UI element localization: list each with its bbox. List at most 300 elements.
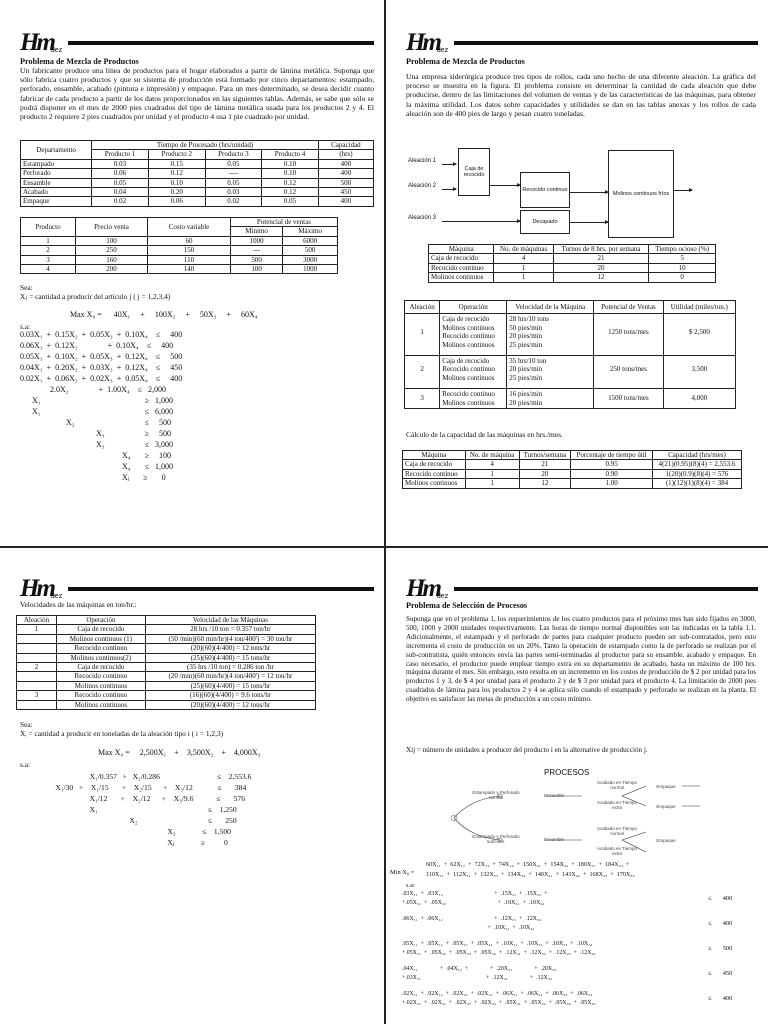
table-cell: 500 — [318, 178, 373, 187]
table-cell: 4 — [494, 254, 553, 263]
variable-definition: Xᵢ = cantidad a producir en toneladas de la aleación tipo i ( i = 1,2,3) — [20, 729, 224, 738]
constraint-line: X₃ ≤ 1,500 — [44, 827, 231, 836]
potential-cell: 250 tons/mes — [594, 356, 663, 389]
table-header: Aleación — [405, 301, 440, 314]
constraint-line: X₁ ≤ 1,250 — [44, 805, 237, 814]
tree-node: Ensamble — [543, 837, 564, 842]
table-cell: 21 — [519, 460, 571, 469]
intro-paragraph: Un fabricante produce una línea de productos para el hogar elaborados a partir de lámina metálica. Suponga que sólo fabrica cuatro productos y que su sistema de producción está formado por cinco departamentos: estampado, perforado, ensamble, acabado (pintura e impresión) y empaque. Para un mes determinado, se desea decidir cuanto fabricar de cada producto a partir de los datos proporcionados en las siguientes tablas. Además, se sabe que sólo se podrá disponer en el mes de 2000 pies cuadrados del tipo de lámina metálica usada para los productos 2 y 4. El producto 2 requiere 2 pies cuadrados por unidad y el producto 4 usa 1 pie cuadrado por unidad. — [20, 66, 374, 122]
constraint-line: .03X₁₁ + .03X₁₂ + .15X₂₁ + .15X₂₂ + — [402, 891, 548, 897]
header-rule — [454, 587, 758, 591]
table-cell: 6000 — [283, 236, 338, 245]
table-row — [17, 625, 316, 634]
table-cell: 10 — [649, 263, 716, 272]
table-cell: 0.12 — [148, 169, 205, 178]
table-cell: 0.05 — [92, 178, 149, 187]
table-cell: (35 hrs /10 ton) = 0.286 ton /hr — [145, 663, 315, 672]
table-cell: Caja de recocido — [56, 663, 145, 672]
logo — [20, 30, 62, 55]
table-header: Potencial de Ventas — [594, 301, 663, 314]
table-cell: 0.10 — [262, 169, 319, 178]
table-cell: 500 — [230, 255, 282, 264]
table-header: Porcentaje de tiempo útil — [571, 451, 653, 460]
table-cell — [17, 653, 57, 662]
speed: 20 pies/min — [509, 332, 543, 341]
table-row — [21, 236, 338, 245]
potential-cell: 1500 tons/mes — [594, 389, 663, 409]
table-row — [429, 263, 716, 272]
intro-paragraph: Suponga que en el problema 1, los requerimientos de los cuatro productos para el próximo mes han sido fijados en 3000, 500, 1000 y 2000 unidades respectivamente. Las horas de tiempo normal disponibles son las indicadas en la tabla 1.1. Adicionalmente, el estampado y el perforado de partes para cualquier producto pueden ser sub-contratados, pero esto incrementa el costo de producción en un 20%. Tanto la operación de estampado como la de perforado se realizan por el sub-contratista, quién entonces envía las partes semi-terminadas al productor para su ensamble, acabado y empaque. En caso necesario, el productor puede emplear tiempo extra en su departamento de acabado, hasta un máximo de 100 hrs. máquina durante el mes. Sin embargo, esto resulta en un incremento en los costos de producción de $ 2 por unidad para los productos 1 y 3, de $ 4 por unidad para el producto 2 y de $ 3 por unidad para el producto 4. La limitación de 2000 pies cuadrados de lámina para los productos 2 y 4 se aplica sólo cuando el estampado y perforado se realizan en la planta. El objetivo es satisfacer las metas de producción a un costo mínimo. — [406, 615, 756, 704]
min-label: Min X₀ = — [390, 869, 415, 876]
col-maximo: Máximo — [283, 227, 338, 236]
table-cell: 0.90 — [571, 469, 653, 478]
arrow — [490, 185, 520, 186]
table-cell: 3 — [17, 691, 57, 700]
table-cell: 1(20)(0.9)(8)(4) = 576 — [652, 469, 741, 478]
col-producto-4: Producto 4 — [262, 150, 319, 159]
speed: 16 pies/min — [509, 390, 543, 399]
table-cell: 3 — [21, 255, 76, 264]
constraint-line: .06X₁₁ + .06X₁₂ + .12X₂₁ + .12X₂₂ — [402, 916, 542, 922]
constraint-line: X₁/12 + X₂/12 + X₃/9.6 ≤ 576 — [44, 794, 246, 803]
table-cell: 20 — [553, 263, 648, 272]
operation: Recocido continuo — [442, 332, 495, 341]
utility-cell: 4,000 — [663, 389, 735, 409]
table-cell: Molinos continuos — [429, 273, 494, 282]
label-aleacion-3: Aleación 3 — [408, 215, 437, 221]
tree-node: Estampado y Perforado normal — [472, 790, 520, 800]
table-cell: 1 — [465, 479, 519, 488]
arrow — [442, 164, 456, 165]
table-cell: Empaque — [21, 197, 92, 206]
table-cell: 400 — [318, 169, 373, 178]
col-producto-3: Producto 3 — [205, 150, 262, 159]
speed-cell — [507, 356, 594, 389]
table-cell: Caja de recocido — [429, 254, 494, 263]
table-cell: 0.02 — [205, 197, 262, 206]
logo-sub: dez — [50, 593, 63, 600]
constraint-rhs: ≤ 450 — [708, 970, 733, 977]
sea-label: Sea: — [20, 283, 33, 292]
constraint-line: X₃ ≥ 500 — [20, 429, 171, 438]
table-header: Operación — [56, 616, 145, 625]
table-cell: 4 — [465, 460, 519, 469]
constraint-line: X₂ ≤ 250 — [44, 816, 237, 825]
table-cell: 0.15 — [148, 159, 205, 168]
speed: 50 pies/min — [509, 323, 543, 332]
table-row — [17, 672, 316, 681]
table-cell: 0.06 — [148, 197, 205, 206]
table-row — [21, 197, 374, 206]
table-cell: 0.95 — [571, 460, 653, 469]
tree-node: Acabado en Tiempo extra — [596, 846, 638, 856]
table-row — [21, 246, 338, 255]
table-header: Operación — [440, 301, 507, 314]
tree-node: Estampado y Perforado subcontr. — [472, 834, 520, 844]
table-row — [17, 644, 316, 653]
xij-definition: Xij = número de unidades a producer del producto i en la alternative de producción j. — [406, 746, 648, 754]
table-cell: Molinos continuos(2) — [56, 653, 145, 662]
label-aleacion-1: Aleación 1 — [408, 158, 437, 164]
processing-time-table — [20, 140, 374, 207]
table-cell: 0.05 — [205, 178, 262, 187]
table-cell: 12 — [553, 273, 648, 282]
constraint-rhs: ≤ 500 — [708, 945, 733, 952]
col-costo: Costo variable — [148, 218, 231, 237]
constraint-line: X₁ ≤ 6,000 — [20, 407, 173, 416]
table-cell — [17, 672, 57, 681]
table-cell: 0.04 — [92, 188, 149, 197]
operation: Caja de recocido — [442, 357, 490, 366]
logo — [406, 576, 448, 601]
table-cell: Caja de recocido — [56, 625, 145, 634]
tree-node: Ensamble — [543, 793, 564, 798]
table-cell: --- — [230, 246, 282, 255]
table-cell: 0.12 — [262, 188, 319, 197]
table-cell: 28 hrs /10 ton = 0.357 ton/hr — [145, 625, 315, 634]
table-header: Capacidad (hrs/mes) — [652, 451, 741, 460]
tree-node: Acabado en Tiempo normal — [596, 780, 638, 790]
header-rule — [68, 587, 374, 591]
table-cell: (1)(12)(1)(8)(4) = 384 — [652, 479, 741, 488]
table-cell: 0.06 — [92, 169, 149, 178]
col-minimo: Mínimo — [230, 227, 282, 236]
table-cell: Perforado — [21, 169, 92, 178]
tree-node: Acabado en Tiempo normal — [596, 826, 638, 836]
aleacion-cell: 3 — [405, 389, 440, 409]
constraint-line: X₂ ≤ 500 — [20, 418, 171, 427]
operation: Recocido continuo — [442, 390, 495, 399]
table-cell: 12 — [519, 479, 571, 488]
table-cell: Recocido continuo — [403, 469, 466, 478]
col-potencial: Potencial de ventas — [230, 218, 337, 227]
objective-function: Max X₀ = 2,500X₁ + 3,500X₂ + 4,000X₃ — [98, 748, 261, 757]
arrow — [570, 222, 608, 223]
table-cell: Recocido continuo — [56, 672, 145, 681]
utility-cell: 3,500 — [663, 356, 735, 389]
table-row — [429, 273, 716, 282]
table-cell: Acabado — [21, 188, 92, 197]
logo-sub: dez — [436, 47, 449, 54]
table-cell: (25)(60)(4/400) = 15 tons/hr — [145, 681, 315, 690]
speeds-table — [16, 615, 316, 710]
constraint-line: 0.04X₁ + 0.20X₂ + 0.03X₃ + 0.12X₄ ≤ 450 — [20, 363, 183, 372]
table-cell: 0 — [649, 273, 716, 282]
operation: Molinos continuos — [442, 340, 495, 349]
table-row — [21, 178, 374, 187]
operations-cell — [440, 389, 507, 409]
col-capacidad-unit: (hrs) — [318, 150, 373, 159]
utility-cell: $ 2,500 — [663, 314, 735, 356]
constraint-line: 0.03X₁ + 0.15X₂ + 0.05X₃ + 0.10X₄ ≤ 400 — [20, 330, 183, 339]
constraint-line: X₄ ≥ 100 — [20, 451, 171, 460]
aleacion-cell: 2 — [405, 356, 440, 389]
label-aleacion-2: Aleación 2 — [408, 183, 437, 189]
constraint-line: +.05X₃₁ + .05X₃₂ + .05X₃₃ + .05X₃₄ + .12X₄₁ + .12X₄₂ + .12X₄₃ + .12X₄₄ — [402, 950, 596, 956]
objective-line-1: 60X₁₁ + 62X₁₂ + 72X₁₃ + 74X₁₄ + 150X₂₁ + 154X₂₂ + 180X₂₃ + 184X₂₄ + — [426, 862, 630, 868]
speed: 25 pies/min — [509, 340, 543, 349]
table-cell: 2 — [21, 246, 76, 255]
constraint-rhs: ≤ 400 — [708, 920, 733, 927]
table-header: Turnos/semana — [519, 451, 571, 460]
table-cell: 450 — [318, 188, 373, 197]
constraint-line: X₁ ≥ 1,000 — [20, 396, 173, 405]
operations-cell — [440, 356, 507, 389]
speed-cell — [507, 314, 594, 356]
table-row — [429, 254, 716, 263]
sales-table — [20, 217, 338, 274]
arrow — [570, 192, 608, 193]
speed: 28 hrs/10 tons — [509, 315, 549, 324]
page-title: Problema de Selección de Procesos — [406, 601, 528, 610]
col-precio: Precio venta — [75, 218, 147, 237]
table-header: Tiempo ocioso (%) — [649, 245, 716, 254]
table-row — [403, 460, 742, 469]
table-cell: 1000 — [283, 265, 338, 274]
table-cell: 400 — [318, 197, 373, 206]
table-row — [17, 634, 316, 643]
constraint-rhs: ≤ 400 — [708, 895, 733, 902]
table-cell: Recocido continuo — [429, 263, 494, 272]
table-cell: (20 /min)(60 min/hr)(4 ton/400') = 12 ton/hr — [145, 672, 315, 681]
table-cell: (20)(60)(4/400) = 12 tons/hr — [145, 700, 315, 709]
table-row — [17, 691, 316, 700]
table-header: Turnos de 8 hrs. por semana — [553, 245, 648, 254]
table-cell: (50 /min)(60 min/hr)(4 ton/400') = 30 ton/hr — [145, 634, 315, 643]
table-cell: 400 — [318, 159, 373, 168]
constraint-line: Xⱼ ≥ 0 — [20, 473, 166, 482]
table-cell: 4(21)(0.95)(8)(4) = 2,553.6 — [652, 460, 741, 469]
table-cell: 60 — [148, 236, 231, 245]
table-cell: 110 — [148, 255, 231, 264]
table-header: No. de máquina — [465, 451, 519, 460]
table-row — [21, 188, 374, 197]
table-cell: 0.10 — [148, 178, 205, 187]
table-cell — [17, 634, 57, 643]
constraint-line: X₃ ≤ 3,000 — [20, 440, 173, 449]
objective-function: Max X₀ = 40X₁ + 100X₂ + 50X₃ + 60X₄ — [70, 310, 258, 319]
speed: 25 pies/min — [509, 373, 543, 382]
constraint-line: 2.0X₂ + 1.00X₄ ≤ 2,000 — [20, 385, 167, 394]
constraint-line: +.05X₃₁ + .05X₃₂ + .10X₄₁ + .10X₄₂ — [402, 900, 545, 906]
col-producto-2: Producto 2 — [148, 150, 205, 159]
logo-sub: dez — [436, 593, 449, 600]
table-cell — [17, 700, 57, 709]
table-cell: (16)(60)(4/400) = 9.6 tons/hr — [145, 691, 315, 700]
speed: 20 pies/min — [509, 398, 543, 407]
variable-definition: Xⱼ = cantidad a producir del artículo j ( j = 1,2,3,4) — [20, 292, 171, 301]
operation: Recocido continuo — [442, 365, 495, 374]
constraint-line: .04X₁₁ + .04X₁₃ + + .20X₂₁ + .20X₂₃ — [402, 966, 557, 972]
col-departamento: Departamento — [21, 141, 92, 160]
sa-label: s.a: — [20, 760, 31, 769]
table-cell: 21 — [553, 254, 648, 263]
constraint-line: 0.06X₁ + 0.12X₂ + 0.10X₄ ≤ 400 — [20, 341, 174, 350]
sa-label: s.a: — [406, 882, 415, 889]
table-row — [405, 314, 736, 356]
table-cell: Molinos continuos — [403, 479, 466, 488]
table-cell: 150 — [148, 246, 231, 255]
arrow — [442, 221, 520, 222]
table-header: Utilidad (miles/ton.) — [663, 301, 735, 314]
table-cell: 250 — [75, 246, 147, 255]
table-cell: 0.03 — [205, 188, 262, 197]
operations-cell — [440, 314, 507, 356]
table-header: Máquina — [429, 245, 494, 254]
logo-mark: Hm — [406, 29, 439, 56]
table-cell: 0.05 — [262, 197, 319, 206]
table-row — [17, 653, 316, 662]
table-cell: Caja de recocido — [403, 460, 466, 469]
table-cell: 1.00 — [571, 479, 653, 488]
panel-mezcla-productos-1 — [0, 0, 384, 546]
logo-mark: Hm — [20, 575, 53, 602]
table-header: Máquina — [403, 451, 466, 460]
tree-node: Empaque — [656, 784, 676, 789]
panel-velocidades — [0, 548, 384, 1024]
table-row — [17, 681, 316, 690]
machines-table — [428, 244, 716, 283]
table-cell: (20)(60)(4/400) = 12 tons/hr — [145, 644, 315, 653]
page-title: Problema de Mezcla de Productos — [406, 57, 525, 66]
alloys-table — [404, 300, 736, 409]
constraint-line: + .10X₄₁ + .10X₄₂ — [402, 925, 535, 931]
table-cell: 100 — [75, 236, 147, 245]
logo-mark: Hm — [406, 575, 439, 602]
table-cell: 20 — [519, 469, 571, 478]
table-cell: 1 — [494, 273, 553, 282]
table-cell: 160 — [75, 255, 147, 264]
table-cell: Ensamble — [21, 178, 92, 187]
constraint-line: +.03X₃₁ + .12X₄₁ + .12X₄₃ — [402, 975, 552, 981]
logo-sub: dez — [50, 47, 63, 54]
tree-node: Empaque — [656, 804, 676, 809]
table-cell: ---- — [205, 169, 262, 178]
table-cell: 2 — [17, 663, 57, 672]
table-header: No. de máquinas — [494, 245, 553, 254]
table-cell: 140 — [148, 265, 231, 274]
intro-paragraph: Una empresa siderúrgica produce tres tipos de rollos, cada uno hecho de una diferente aleación. La gráfica del proceso se muestra en la figura. El problema consiste en determinar la cantidad de cada aleación que debe producirse, dentro de las limitaciones del volumen de ventas y de las características de las máquinas, para obtener la máxima utilidad. Los datos sobre capacidades y utilidades se dan en las tablas anexas y los rollos de cada aleación son de 400 pies de largo y pesan cuatro toneladas. — [406, 72, 756, 118]
col-producto-1: Producto 1 — [92, 150, 149, 159]
table-cell: 0.12 — [262, 178, 319, 187]
constraint-line: Xⱼ ≥ 0 — [44, 838, 228, 847]
tree-node: Acabado en Tiempo extra — [596, 800, 638, 810]
box-molinos-continuos: Molinos continuos fríos — [608, 150, 674, 238]
logo-mark: Hm — [20, 29, 53, 56]
table-cell: Estampado — [21, 159, 92, 168]
col-tiempo: Tiempo de Procesado (hrs/unidad) — [92, 141, 319, 150]
table-cell: 500 — [283, 246, 338, 255]
speed-cell — [507, 389, 594, 409]
sa-label: s.a: — [20, 322, 31, 331]
table-header: Aleación — [17, 616, 57, 625]
procesos-title: PROCESOS — [544, 768, 590, 777]
box-recocido-continuo: Recocido continuo — [520, 172, 570, 208]
constraint-line: X₁/0.357 + X₂/0.286 ≤ 2,553.6 — [44, 772, 252, 781]
constraint-line: .02X₁₁ + .02X₁₂ + .02X₁₃ + .02X₁₄ + .06X₂₁ + .06X₂₂ + .06X₂₃ + .06X₂₄ — [402, 991, 593, 997]
constraint-line: +.02X₃₁ + .02X₃₂ + .02X₃₃ + .02X₃₄ + .05X₄₁ + .05X₄₂ + .05X₄₃ + .05X₄₄ — [402, 1000, 596, 1006]
table-row — [21, 255, 338, 264]
table-row — [21, 265, 338, 274]
table-cell: Recocido continuo — [56, 691, 145, 700]
tree-node: Empaque — [656, 838, 676, 843]
panel-mezcla-productos-2 — [386, 0, 768, 546]
arrow — [442, 189, 456, 190]
table-cell: 1 — [21, 236, 76, 245]
constraint-rhs: ≤ 400 — [708, 995, 733, 1002]
table-row — [403, 469, 742, 478]
constraint-line: 0.02X₁ + 0.06X₂ + 0.02X₃ + 0.05X₄ ≤ 400 — [20, 374, 183, 383]
table-cell: 0.10 — [262, 159, 319, 168]
table-cell: 0.02 — [92, 197, 149, 206]
table-cell: 1 — [17, 625, 57, 634]
table-row — [405, 356, 736, 389]
table-cell: 0.05 — [205, 159, 262, 168]
table-row — [405, 389, 736, 409]
page-title: Problema de Mezcla de Productos — [20, 57, 139, 66]
table-cell — [17, 644, 57, 653]
table-row — [403, 479, 742, 488]
table-cell: (25)(60)(4/400) = 15 tons/hr — [145, 653, 315, 662]
intro-text: Velocidades de las máquinas en ton/hr.: — [20, 600, 137, 609]
table-cell: Molinos continuos — [56, 681, 145, 690]
table-cell: 5 — [649, 254, 716, 263]
table-cell: 0.03 — [92, 159, 149, 168]
speed: 35 hrs/10 ton — [509, 357, 547, 366]
header-rule — [454, 41, 758, 45]
table-cell: 1000 — [230, 236, 282, 245]
operation: Caja de recocido — [442, 315, 490, 324]
operation: Molinos continuos — [442, 398, 495, 407]
logo — [20, 576, 62, 601]
table-cell: 200 — [75, 265, 147, 274]
table-row — [21, 159, 374, 168]
col-producto: Producto — [21, 218, 76, 237]
speed: 20 pies/min — [509, 365, 543, 374]
table-cell: 100 — [230, 265, 282, 274]
table-cell: Molinos continuos (1) — [56, 634, 145, 643]
header-rule — [68, 41, 374, 45]
table-row — [17, 663, 316, 672]
sea-label: Sea: — [20, 720, 33, 729]
arrow — [674, 190, 692, 191]
aleacion-cell: 1 — [405, 314, 440, 356]
col-capacidad: Capacidad — [318, 141, 373, 150]
table-cell: 3000 — [283, 255, 338, 264]
constraint-line: 0.05X₁ + 0.10X₂ + 0.05X₃ + 0.12X₄ ≤ 500 — [20, 352, 183, 361]
table-header: Velocidad de la Máquina — [507, 301, 594, 314]
box-caja-recocido: Caja de recocido — [458, 148, 490, 196]
panel-seleccion-procesos — [386, 548, 768, 1024]
table-cell: 0.20 — [148, 188, 205, 197]
table-cell: Recocido continuo — [56, 644, 145, 653]
box-decapado: Decapado — [520, 210, 570, 234]
constraint-line: X₁/30 + X₁/15 + X₂/15 + X₃/12 ≤ 384 — [44, 783, 247, 792]
logo — [406, 30, 448, 55]
constraint-line: .05X₁₁ + .05X₁₂ + .05X₁₃ + .05X₁₄ + .10X₂₁ + .10X₂₂ + .10X₂₃ + .10X₂₄ — [402, 941, 593, 947]
table-row — [21, 169, 374, 178]
table-cell: Molinos continuos — [56, 700, 145, 709]
table-header: Velocidad de las Máquinas — [145, 616, 315, 625]
table-cell: 1 — [465, 469, 519, 478]
constraint-line: X₄ ≤ 1,000 — [20, 462, 173, 471]
table-row — [17, 700, 316, 709]
capacity-table — [402, 450, 742, 489]
table-cell: 4 — [21, 265, 76, 274]
objective-line-2: 110X₃₁ + 112X₃₂ + 132X₃₃ + 134X₃₄ + 140X₄₁ + 143X₄₂ + 168X₄₃ + 170X₄₄ — [426, 872, 635, 878]
capacity-caption: Cálculo de la capacidad de las máquinas en hrs./mes. — [406, 430, 563, 439]
operation: Molinos continuos — [442, 373, 495, 382]
